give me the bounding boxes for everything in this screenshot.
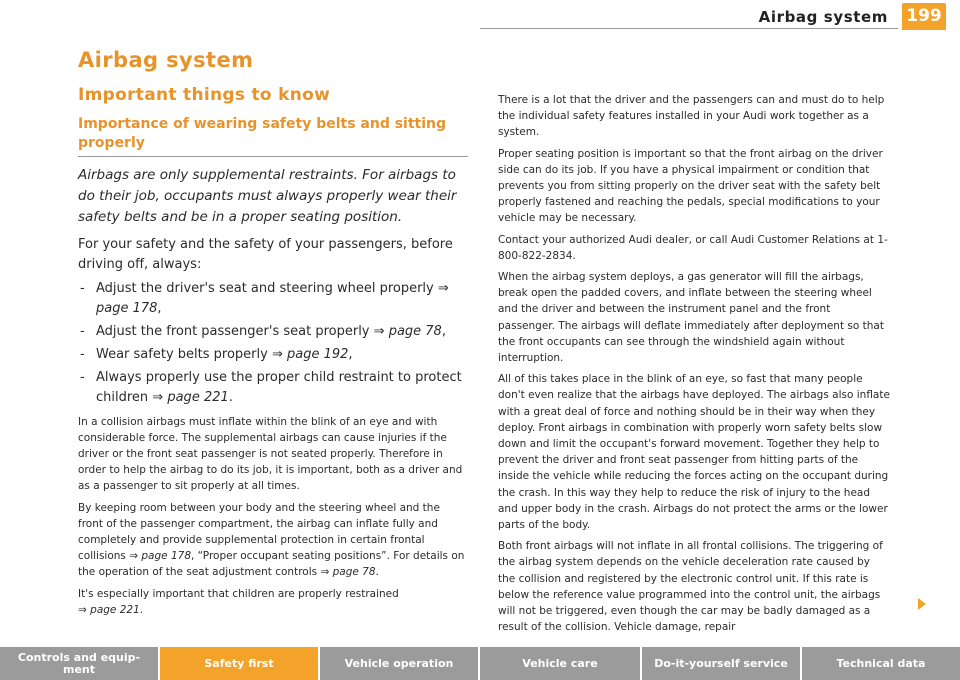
page-number-badge: 199 xyxy=(902,3,946,30)
page-reference-text: page 178 xyxy=(96,301,158,316)
section-title: Airbag system xyxy=(78,48,254,72)
list-item-tail: , xyxy=(348,347,353,362)
arrow-icon: ⇒ xyxy=(373,324,385,339)
body-text: It's especially important that children are properly restrained xyxy=(78,588,399,600)
list-item xyxy=(78,279,468,319)
tab-technical-data[interactable]: Technical data xyxy=(802,647,960,680)
list-item-tail: , xyxy=(441,324,446,339)
arrow-icon: ⇒ xyxy=(437,281,449,296)
body-paragraph: Both front airbags will not inflate in all frontal collisions. The triggering of the airbag system depends on the vehicle deceleration rate caused by the collision and registered by the electronic control unit. If this rate is below the reference value programmed into the control unit, the airbags will not be triggered, even though the car may be badly damaged as a result of the collision. Vehicle damage, repair xyxy=(498,540,883,634)
list-item-tail: . xyxy=(228,390,233,405)
body-text: By keeping room between your body and the steering wheel and the front of the passenger compartment, the airbag can inflate fully and completely and provide supplemental protection in certain frontal collisions xyxy=(78,502,440,562)
arrow-icon: ⇒ xyxy=(129,550,139,562)
header-rule xyxy=(480,28,898,29)
body-paragraph: Contact your authorized Audi dealer, or call Audi Customer Relations at 1-800-822-2834. xyxy=(498,233,888,262)
checklist xyxy=(78,279,468,408)
page-reference-link[interactable] xyxy=(374,324,442,339)
page-reference-link[interactable] xyxy=(78,604,140,616)
tab-vehicle-care[interactable]: Vehicle care xyxy=(480,647,640,680)
body-text: . xyxy=(139,604,144,616)
running-header xyxy=(0,0,960,30)
list-item-text: Wear safety belts properly xyxy=(96,347,272,362)
right-column xyxy=(498,92,890,641)
body-text: . xyxy=(375,566,379,578)
subsection-title: Important things to know xyxy=(78,85,331,105)
page-reference-link[interactable] xyxy=(152,390,228,405)
arrow-icon: ⇒ xyxy=(271,347,283,362)
arrow-icon: ⇒ xyxy=(78,604,87,616)
list-item-tail: , xyxy=(157,301,162,316)
page-reference-text: page 178 xyxy=(141,550,191,562)
arrow-icon: ⇒ xyxy=(320,566,330,578)
arrow-icon: ⇒ xyxy=(152,390,164,405)
page-reference-text: page 78 xyxy=(332,566,376,578)
page-reference-text: page 78 xyxy=(388,324,442,339)
body-paragraph xyxy=(78,586,468,618)
body-paragraph: When the airbag system deploys, a gas generator will fill the airbags, break open the padded covers, and inflate between the steering wheel and the driver and between the instrument panel and the front passenger. The airbags will deflate immediately after deployment so that the front occupants can see through the windshield again without interruption. xyxy=(498,271,884,365)
body-text: , “Proper occupant seating positions”. For details on the operation of the seat adjustment controls xyxy=(78,550,465,578)
tab-safety-first[interactable]: Safety first xyxy=(160,647,318,680)
list-item-text: Adjust the front passenger's seat properly xyxy=(96,324,374,339)
list-item xyxy=(78,322,468,342)
list-item-text: Always properly use the proper child restraint to protect children xyxy=(96,370,462,405)
list-item-text: Adjust the driver's seat and steering wheel properly xyxy=(96,281,438,296)
page-reference-link[interactable] xyxy=(320,566,375,578)
running-title: Airbag system xyxy=(758,8,888,26)
list-item xyxy=(78,345,468,365)
list-item xyxy=(78,368,468,408)
tab-controls-and-equipment[interactable]: Controls and equip-ment xyxy=(0,647,158,680)
page-reference-link[interactable] xyxy=(129,550,191,562)
page-reference-text: page 221 xyxy=(90,604,140,616)
body-paragraph: In a collision airbags must inflate within the blink of an eye and with considerable force. The supplemental airbags can cause injuries if the driver or the front seat passenger is not seated properly. Therefore in order to help the airbag to do its job, it is important, both as a driver and as a passenger to sit properly at all times. xyxy=(78,416,463,492)
left-column xyxy=(78,48,468,624)
body-paragraph xyxy=(78,500,468,580)
chapter-nav xyxy=(0,647,960,680)
tab-vehicle-operation[interactable]: Vehicle operation xyxy=(320,647,478,680)
body-paragraph: Proper seating position is important so that the front airbag on the driver side can do its job. If you have a physical impairment or condition that prevents you from sitting properly on the driver seat with the safety belt properly fastened and reaching the pedals, special modifications to your vehicle may be necessary. xyxy=(498,147,883,225)
intro-paragraph: Airbags are only supplemental restraints. For airbags to do their job, occupants must always properly wear their safety belts and be in a proper seating position. xyxy=(78,167,457,225)
page-reference-text: page 192 xyxy=(286,347,349,362)
page-reference-text: page 221 xyxy=(167,390,229,405)
topic-heading: Importance of wearing safety belts and sitting properly xyxy=(78,115,468,157)
continue-arrow-icon[interactable] xyxy=(918,598,926,610)
body-paragraph: All of this takes place in the blink of an eye, so fast that many people don't even realize that the airbags have deployed. The airbags also inflate with a great deal of force and nothing should be in their way when they deploy. Front airbags in combination with properly worn safety belts slow down and limit the occupant's forward movement. Together they help to prevent the driver and front seat passenger from hitting parts of the inside the vehicle while reducing the forces acting on the occupant during the crash. In this way they help to reduce the risk of injury to the head and upper body in the crash. Airbags do not protect the arms or the lower parts of the body. xyxy=(498,373,890,532)
tab-do-it-yourself-service[interactable]: Do-it-yourself service xyxy=(642,647,800,680)
body-paragraph: There is a lot that the driver and the passengers can and must do to help the individual safety features installed in your Audi work together as a system. xyxy=(498,94,885,139)
page-reference-link[interactable] xyxy=(272,347,348,362)
lead-paragraph: For your safety and the safety of your passengers, before driving off, always: xyxy=(78,237,453,272)
